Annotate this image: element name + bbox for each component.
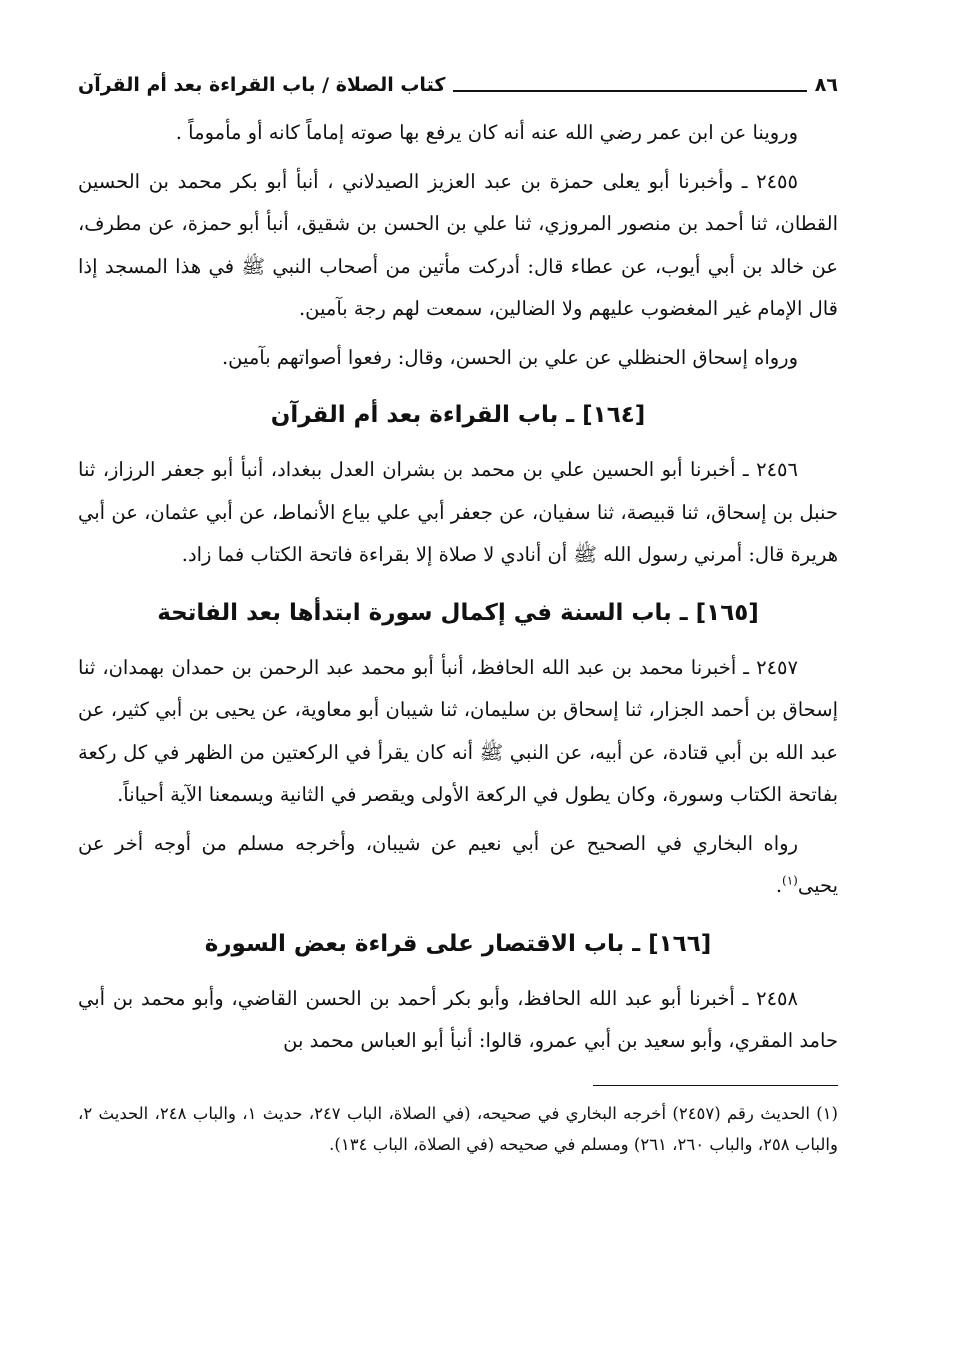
section-title-165: [١٦٥] ـ باب السنة في إكمال سورة ابتدأها بعد الفاتحة xyxy=(157,599,759,626)
hadith-2458: ٢٤٥٨ ـ أخبرنا أبو عبد الله الحافظ، وأبو بكر أحمد بن الحسن القاضي، وأبو محمد بن أبي حامد المقري، وأبو سعيد بن أبي عمرو، قالوا: أنبأ أبو العباس محمد بن xyxy=(78,986,838,1052)
footnote-1: (١) الحديث رقم (٢٤٥٧) أخرجه البخاري في صحيحه، (في الصلاة، الباب ٢٤٧، حديث ١، والباب ٢٤٨، الحديث ٢، والباب ٢٥٨، والباب ٢٦٠، ٢٦١) ومسلم في صحيحه (في الصلاة، الباب ١٣٤). xyxy=(78,1103,838,1154)
paragraph-bukhari-end: . xyxy=(775,874,783,897)
running-title: كتاب الصلاة / باب القراءة بعد أم القرآن xyxy=(78,74,446,96)
paragraph-bukhari-text: رواه البخاري في الصحيح عن أبي نعيم عن شيبان، وأخرجه مسلم من أوجه أخر عن يحيى xyxy=(78,831,838,897)
paragraph-bukhari xyxy=(78,823,838,908)
book-page xyxy=(78,68,838,1160)
page-number: ٨٦ xyxy=(814,74,838,96)
hadith-2457: ٢٤٥٧ ـ أخبرنا محمد بن عبد الله الحافظ، أنبأ أبو محمد عبد الرحمن بن حمدان بهمدان، ثنا إسحاق بن أحمد الجزار، ثنا إسحاق بن سليمان، ثنا شيبان أبو معاوية، عن يحيى بن أبي كثير، عن عبد الله بن أبي قتادة، عن أبيه، عن النبي ﷺ أنه كان يقرأ في الركعتين من الظهر في كل ركعة بفاتحة الكتاب وسورة، وكان يطول في الركعة الأولى ويقصر في الثانية ويسمعنا الآية أحياناً. xyxy=(78,655,838,806)
hadith-2455: ٢٤٥٥ ـ وأخبرنا أبو يعلى حمزة بن عبد العزيز الصيدلاني ، أنبأ أبو بكر محمد بن الحسين القطان، ثنا أحمد بن منصور المروزي، ثنا علي بن الحسن بن شقيق، أنبأ أبو حمزة، عن مطرف، عن خالد بن أبي أيوب، عن عطاء قال: أدركت مأتين من أصحاب النبي ﷺ في هذا المسجد إذا قال الإمام غير المغضوب عليهم ولا الضالين، سمعت لهم رجة بآمين. xyxy=(78,169,838,320)
header-rule xyxy=(453,90,806,92)
footnote-marker: (١) xyxy=(782,873,798,888)
paragraph-ibn-umar: وروينا عن ابن عمر رضي الله عنه أنه كان يرفع بها صوته إماماً كانه أو مأموماً . xyxy=(175,121,798,144)
section-title-164: [١٦٤] ـ باب القراءة بعد أم القرآن xyxy=(270,402,646,428)
hadith-2456: ٢٤٥٦ ـ أخبرنا أبو الحسين علي بن محمد بن بشران العدل ببغداد، أنبأ أبو جعفر الرزاز، ثنا حنبل بن إسحاق، ثنا قبيصة، ثنا سفيان، عن جعفر أبي علي بياع الأنماط، عن أبي عثمان، عن أبي هريرة قال: أمرني رسول الله ﷺ أن أنادي لا صلاة إلا بقراءة فاتحة الكتاب فما زاد. xyxy=(78,458,838,566)
footnote-rule xyxy=(593,1085,838,1086)
running-header xyxy=(78,68,838,102)
paragraph-ishaq: ورواه إسحاق الحنظلي عن علي بن الحسن، وقال: رفعوا أصواتهم بآمين. xyxy=(221,345,798,369)
section-title-166: [١٦٦] ـ باب الاقتصار على قراءة بعض السورة xyxy=(204,930,712,957)
